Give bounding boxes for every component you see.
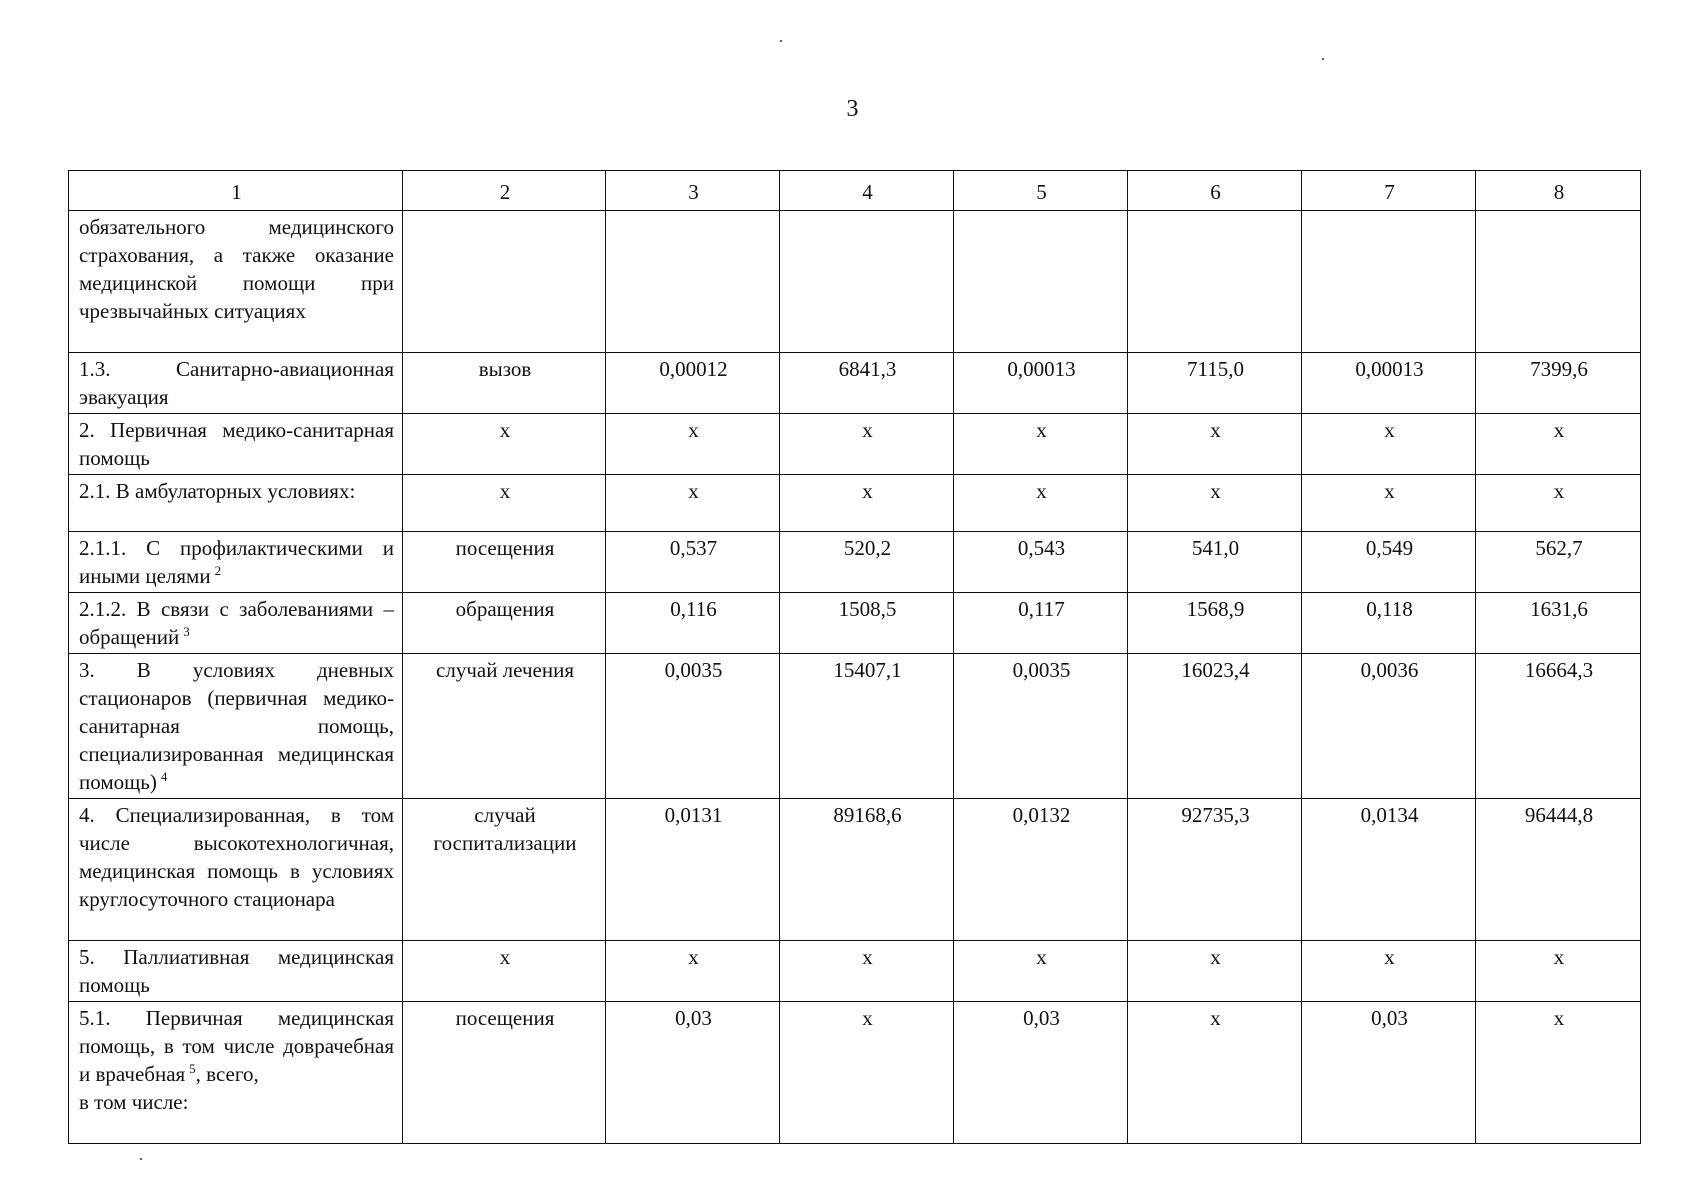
value-cell-col-6: 92735,3 bbox=[1128, 799, 1302, 941]
row-label-cell bbox=[69, 1002, 403, 1144]
value-cell-col-4: х bbox=[780, 414, 954, 475]
value-cell-col-5: х bbox=[954, 941, 1128, 1002]
table-row bbox=[69, 593, 1641, 654]
value-cell-col-7 bbox=[1302, 211, 1476, 353]
table-row bbox=[69, 654, 1641, 799]
unit-cell: случай госпитализации bbox=[403, 799, 606, 941]
value-cell-col-6: 1568,9 bbox=[1128, 593, 1302, 654]
unit-cell: вызов bbox=[403, 353, 606, 414]
page-number: 3 bbox=[846, 96, 859, 122]
row-label: 1.3. Санитарно-авиационная эвакуация bbox=[79, 357, 394, 409]
unit-cell bbox=[403, 211, 606, 353]
table-row bbox=[69, 414, 1641, 475]
value-cell-col-5 bbox=[954, 211, 1128, 353]
table-row bbox=[69, 475, 1641, 532]
column-header-3: 3 bbox=[606, 171, 780, 211]
row-label-cell bbox=[69, 532, 403, 593]
row-label: 5.1. Первичная медицинская помощь, в том числе доврачебная и врачебная bbox=[79, 1006, 394, 1086]
data-table bbox=[68, 170, 1641, 1144]
footnote-marker: 4 bbox=[160, 769, 168, 784]
value-cell-col-8 bbox=[1476, 211, 1641, 353]
footnote-marker: 3 bbox=[183, 624, 190, 639]
row-label: 2. Первичная медико-санитарная помощь bbox=[79, 418, 394, 470]
table-body bbox=[69, 211, 1641, 1144]
row-label-cell bbox=[69, 799, 403, 941]
unit-cell: обращения bbox=[403, 593, 606, 654]
value-cell-col-3: х bbox=[606, 475, 780, 532]
value-cell-col-8: 1631,6 bbox=[1476, 593, 1641, 654]
value-cell-col-5: х bbox=[954, 475, 1128, 532]
value-cell-col-5: х bbox=[954, 414, 1128, 475]
value-cell-col-3: 0,03 bbox=[606, 1002, 780, 1144]
value-cell-col-5: 0,543 bbox=[954, 532, 1128, 593]
value-cell-col-6: х bbox=[1128, 941, 1302, 1002]
value-cell-col-4: х bbox=[780, 475, 954, 532]
value-cell-col-6: 16023,4 bbox=[1128, 654, 1302, 799]
value-cell-col-7: х bbox=[1302, 414, 1476, 475]
value-cell-col-4 bbox=[780, 211, 954, 353]
row-label: обязательного медицинского страхования, а также оказание медицинской помощи при чрезвычайных ситуациях bbox=[79, 215, 394, 323]
row-label: 2.1.1. С профилактическими и иными целями bbox=[79, 536, 394, 588]
table-header bbox=[69, 171, 1641, 211]
value-cell-col-5: 0,117 bbox=[954, 593, 1128, 654]
row-label: 4. Специализированная, в том числе высокотехнологичная, медицинская помощь в условиях круглосуточного стационара bbox=[79, 803, 394, 911]
value-cell-col-6: 541,0 bbox=[1128, 532, 1302, 593]
value-cell-col-4: х bbox=[780, 941, 954, 1002]
unit-cell: случай лечения bbox=[403, 654, 606, 799]
value-cell-col-4: х bbox=[780, 1002, 954, 1144]
row-label-tail: , всего, в том числе: bbox=[79, 1062, 259, 1114]
value-cell-col-3: 0,537 bbox=[606, 532, 780, 593]
value-cell-col-6 bbox=[1128, 211, 1302, 353]
row-label-cell bbox=[69, 475, 403, 532]
column-header-7: 7 bbox=[1302, 171, 1476, 211]
unit-cell: х bbox=[403, 941, 606, 1002]
scan-speck bbox=[780, 40, 782, 42]
table-row bbox=[69, 799, 1641, 941]
value-cell-col-5: 0,03 bbox=[954, 1002, 1128, 1144]
scan-speck bbox=[140, 1158, 142, 1160]
table-row bbox=[69, 941, 1641, 1002]
column-header-1: 1 bbox=[69, 171, 403, 211]
row-label-cell bbox=[69, 211, 403, 353]
value-cell-col-6: х bbox=[1128, 475, 1302, 532]
column-header-8: 8 bbox=[1476, 171, 1641, 211]
value-cell-col-8: х bbox=[1476, 1002, 1641, 1144]
value-cell-col-5: 0,0132 bbox=[954, 799, 1128, 941]
value-cell-col-7: 0,00013 bbox=[1302, 353, 1476, 414]
value-cell-col-6: х bbox=[1128, 1002, 1302, 1144]
value-cell-col-6: 7115,0 bbox=[1128, 353, 1302, 414]
value-cell-col-3: х bbox=[606, 414, 780, 475]
value-cell-col-3: 0,116 bbox=[606, 593, 780, 654]
row-label: 2.1. В амбулаторных условиях: bbox=[79, 479, 356, 503]
value-cell-col-7: 0,118 bbox=[1302, 593, 1476, 654]
value-cell-col-8: 96444,8 bbox=[1476, 799, 1641, 941]
value-cell-col-8: х bbox=[1476, 475, 1641, 532]
row-label: 2.1.2. В связи с заболеваниями – обращений bbox=[79, 597, 394, 649]
value-cell-col-3: х bbox=[606, 941, 780, 1002]
footnote-marker: 2 bbox=[214, 563, 222, 578]
table-row bbox=[69, 353, 1641, 414]
row-label-cell bbox=[69, 593, 403, 654]
value-cell-col-3 bbox=[606, 211, 780, 353]
table-row bbox=[69, 211, 1641, 353]
scan-speck bbox=[1322, 58, 1324, 60]
row-label-cell bbox=[69, 414, 403, 475]
value-cell-col-4: 520,2 bbox=[780, 532, 954, 593]
value-cell-col-7: 0,03 bbox=[1302, 1002, 1476, 1144]
unit-cell: посещения bbox=[403, 532, 606, 593]
value-cell-col-7: 0,0036 bbox=[1302, 654, 1476, 799]
value-cell-col-4: 6841,3 bbox=[780, 353, 954, 414]
row-label: 5. Паллиативная медицинская помощь bbox=[79, 945, 394, 997]
value-cell-col-8: 16664,3 bbox=[1476, 654, 1641, 799]
table-row bbox=[69, 532, 1641, 593]
value-cell-col-8: 562,7 bbox=[1476, 532, 1641, 593]
value-cell-col-4: 1508,5 bbox=[780, 593, 954, 654]
value-cell-col-7: х bbox=[1302, 941, 1476, 1002]
unit-cell: посещения bbox=[403, 1002, 606, 1144]
value-cell-col-8: х bbox=[1476, 414, 1641, 475]
value-cell-col-8: 7399,6 bbox=[1476, 353, 1641, 414]
value-cell-col-5: 0,00013 bbox=[954, 353, 1128, 414]
value-cell-col-7: 0,0134 bbox=[1302, 799, 1476, 941]
value-cell-col-7: х bbox=[1302, 475, 1476, 532]
unit-cell: х bbox=[403, 414, 606, 475]
unit-cell: х bbox=[403, 475, 606, 532]
value-cell-col-8: х bbox=[1476, 941, 1641, 1002]
row-label-cell bbox=[69, 654, 403, 799]
row-label-cell bbox=[69, 353, 403, 414]
value-cell-col-6: х bbox=[1128, 414, 1302, 475]
value-cell-col-5: 0,0035 bbox=[954, 654, 1128, 799]
row-label-cell bbox=[69, 941, 403, 1002]
value-cell-col-4: 89168,6 bbox=[780, 799, 954, 941]
column-header-6: 6 bbox=[1128, 171, 1302, 211]
row-label: 3. В условиях дневных стационаров (первичная медико-санитарная помощь, специализированная медицинская помощь) bbox=[79, 658, 394, 794]
header-row bbox=[69, 171, 1641, 211]
column-header-2: 2 bbox=[403, 171, 606, 211]
value-cell-col-3: 0,0035 bbox=[606, 654, 780, 799]
column-header-4: 4 bbox=[780, 171, 954, 211]
footnote-marker: 5 bbox=[189, 1061, 196, 1076]
table-row bbox=[69, 1002, 1641, 1144]
value-cell-col-4: 15407,1 bbox=[780, 654, 954, 799]
column-header-5: 5 bbox=[954, 171, 1128, 211]
value-cell-col-7: 0,549 bbox=[1302, 532, 1476, 593]
value-cell-col-3: 0,00012 bbox=[606, 353, 780, 414]
value-cell-col-3: 0,0131 bbox=[606, 799, 780, 941]
